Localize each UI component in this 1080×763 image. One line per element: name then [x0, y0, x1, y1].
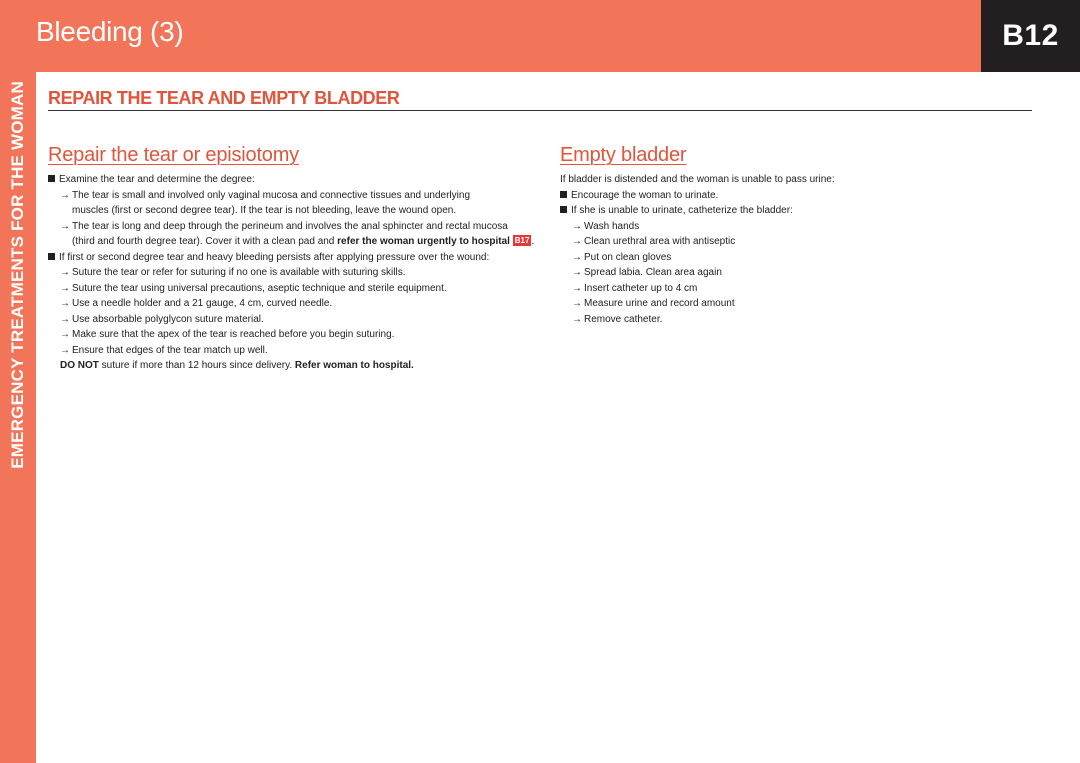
step-item — [560, 281, 1020, 297]
item-text: If she is unable to urinate, catheterize the bladder: — [571, 205, 793, 216]
item-text: Suture the tear using universal precautions, aseptic technique and sterile equipment. — [72, 282, 447, 294]
item-text: The tear is long and deep through the perineum and involves the anal sphincter and rectal mucosa — [72, 220, 508, 232]
empty-bladder-heading: Empty bladder — [560, 144, 687, 166]
section-title: REPAIR THE TEAR AND EMPTY BLADDER — [48, 88, 1032, 111]
list-item-continuation: muscles (first or second degree tear). If the tear is not bleeding, leave the wound open. — [72, 205, 457, 216]
arrow-icon: → — [60, 298, 70, 309]
item-text: The tear is small and involved only vaginal mucosa and connective tissues and underlying — [72, 189, 471, 201]
arrow-icon: → — [572, 220, 582, 232]
arrow-icon: → — [60, 282, 70, 294]
reference-link-b17[interactable]: B17 — [514, 236, 530, 245]
step-item — [560, 250, 1020, 266]
intro-text: If bladder is distended and the woman is unable to pass urine: — [560, 174, 835, 185]
sidebar-label: EMERGENCY TREATMENTS FOR THE WOMAN — [8, 81, 27, 469]
warning-note — [48, 358, 528, 374]
list-item — [48, 265, 528, 281]
step-text: Spread labia. Clean area again — [584, 267, 722, 278]
bullet-icon — [48, 175, 55, 182]
page-code-badge: B12 — [981, 0, 1080, 72]
arrow-icon: → — [572, 298, 582, 309]
do-not-text: DO NOT — [60, 360, 99, 371]
step-text: Wash hands — [584, 220, 640, 232]
step-item — [560, 219, 1020, 235]
arrow-icon: → — [60, 189, 70, 201]
list-item — [48, 281, 528, 297]
list-item — [48, 343, 528, 359]
empty-bladder-section — [560, 143, 1020, 327]
list-item — [560, 203, 1020, 219]
item-text: Suture the tear or refer for suturing if no one is available with suturing skills. — [72, 267, 406, 278]
list-item — [48, 296, 528, 312]
step-text: Measure urine and record amount — [584, 298, 735, 309]
list-item — [48, 172, 528, 188]
item-text: If first or second degree tear and heavy bleeding persists after applying pressure over the wound: — [59, 251, 490, 263]
bullet-icon — [560, 206, 567, 213]
step-text: Put on clean gloves — [584, 251, 672, 263]
item-text: (third and fourth degree tear). Cover it with a clean pad and — [72, 236, 338, 247]
list-item — [48, 219, 528, 235]
list-item — [48, 327, 528, 343]
step-item — [560, 234, 1020, 250]
item-text: Encourage the woman to urinate. — [571, 189, 719, 201]
arrow-icon: → — [60, 344, 70, 356]
arrow-icon: → — [572, 236, 582, 247]
arrow-icon: → — [60, 220, 70, 232]
arrow-icon: → — [572, 267, 582, 278]
page-title: Bleeding (3) — [36, 16, 184, 47]
list-item — [48, 250, 528, 266]
step-text: Remove catheter. — [584, 313, 663, 325]
step-item — [560, 265, 1020, 281]
sidebar-label-wrap — [2, 81, 34, 469]
arrow-icon: → — [572, 251, 582, 263]
arrow-icon: → — [572, 313, 582, 325]
arrow-icon: → — [60, 267, 70, 278]
item-text: Use a needle holder and a 21 gauge, 4 cm, curved needle. — [72, 298, 333, 309]
step-text: Insert catheter up to 4 cm — [584, 282, 698, 294]
item-text: suture if more than 12 hours since delivery. — [98, 360, 295, 371]
item-text: Ensure that edges of the tear match up well. — [72, 344, 268, 356]
step-text: Clean urethral area with antiseptic — [584, 236, 736, 247]
arrow-icon: → — [572, 282, 582, 294]
item-text: Examine the tear and determine the degree: — [59, 174, 255, 185]
repair-tear-heading: Repair the tear or episiotomy — [48, 144, 299, 166]
repair-tear-section — [48, 143, 535, 374]
item-text: Use absorbable polyglycon suture material. — [72, 313, 264, 325]
refer-urgently-text: refer the woman urgently to hospital — [337, 236, 510, 247]
refer-hospital-text: Refer woman to hospital. — [294, 360, 414, 371]
item-text: . — [531, 236, 535, 247]
arrow-icon: → — [60, 329, 70, 340]
list-item — [560, 188, 1020, 204]
list-item-continuation — [48, 234, 535, 250]
step-item — [560, 296, 1020, 312]
bullet-icon — [48, 253, 55, 260]
step-item — [560, 312, 1020, 328]
list-item — [48, 188, 528, 204]
arrow-icon: → — [60, 313, 70, 325]
bullet-icon — [560, 191, 567, 198]
item-text: Make sure that the apex of the tear is reached before you begin suturing. — [72, 329, 395, 340]
list-item — [48, 312, 528, 328]
